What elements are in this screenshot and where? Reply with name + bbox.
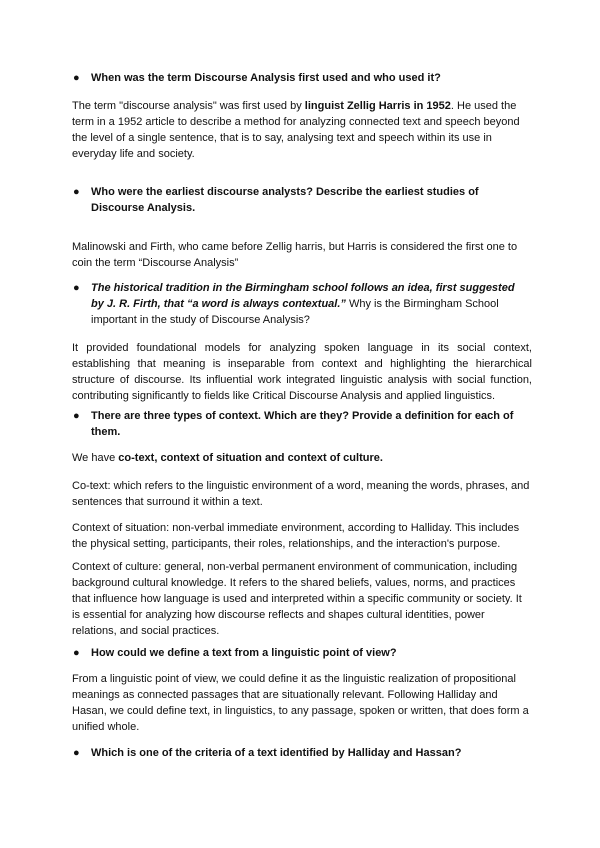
answer-5: From a linguistic point of view, we could define it as the linguistic realization of propositional meanings as connected passages that are situationally relevant. Following Halliday and Hasan, we could define text, in linguistics, to any passage, spoken or written, that does form a unified whole. (72, 673, 529, 733)
bullet-icon: ● (73, 186, 80, 198)
bullet-icon: ● (73, 410, 80, 422)
answer-2: Malinowski and Firth, who came before Zellig harris, but Harris is considered the first one to coin the term “Discourse Analysis” (72, 241, 518, 269)
question-2 (73, 184, 521, 216)
bullet-icon: ● (73, 747, 80, 759)
bullet-icon: ● (73, 647, 80, 659)
question-3-text: Why is the Birmingham School important in the study of Discourse Analysis? (91, 298, 499, 326)
question-2-text: Who were the earliest discourse analysts? Describe the earliest studies of Discourse Analysis. (91, 186, 479, 214)
answer-1 (72, 98, 532, 162)
context-of-situation-definition: Context of situation: non-verbal immediate environment, according to Halliday. This includes the physical setting, participants, their roles, relationships, and the interaction's purpose. (72, 522, 520, 550)
co-text-definition: Co-text: which refers to the linguistic environment of a word, meaning the words, phrases, and sentences that surround it within a text. (72, 480, 530, 508)
question-5 (73, 645, 521, 661)
question-1-text: When was the term Discourse Analysis first used and who used it? (91, 72, 441, 84)
answer-1-part-a: The term "discourse analysis" was first used by (72, 100, 305, 112)
question-1 (73, 70, 521, 86)
answer-1-bold: linguist Zellig Harris in 1952 (304, 100, 451, 112)
question-3-quote: The historical tradition in the Birmingham school follows an idea, first suggested by J. R. Firth, that “a word is always contextual.” (91, 282, 515, 310)
question-4-text: There are three types of context. Which are they? Provide a definition for each of them. (91, 410, 514, 438)
question-6-text: Which is one of the criteria of a text identified by Halliday and Hassan? (91, 747, 462, 759)
bullet-icon: ● (73, 72, 80, 84)
answer-3: It provided foundational models for analyzing spoken language in its social context, establishing that meaning is inseparable from context and highlighting the hierarchical structure of discourse. Its influential work integrated linguistic analysis with social function, contributing significantly to fields like Critical Discourse Analysis and applied linguistics. (72, 342, 532, 402)
question-5-text: How could we define a text from a linguistic point of view? (91, 647, 397, 659)
context-of-culture-definition: Context of culture: general, non-verbal permanent environment of communication, including background cultural knowledge. It refers to the shared beliefs, values, norms, and practices that influence how language is used and interpreted within a specific community or society. It is essential for analyzing how discourse reflects and shapes cultural identities, power relations, and social practices. (72, 561, 522, 637)
answer-4 (72, 450, 532, 466)
bullet-icon: ● (73, 282, 80, 294)
answer-4-part-a: We have (72, 452, 119, 464)
answer-4-bold: co-text, context of situation and context of culture. (118, 452, 383, 464)
question-4 (73, 408, 521, 440)
question-3 (73, 280, 521, 328)
answer-1-part-c: . He used the term in a 1952 article to describe a method for analyzing connected text and speech beyond the level of a single sentence, that is to say, analysing text and speech within its use in everyday life and society. (72, 100, 520, 160)
question-6 (73, 745, 521, 761)
